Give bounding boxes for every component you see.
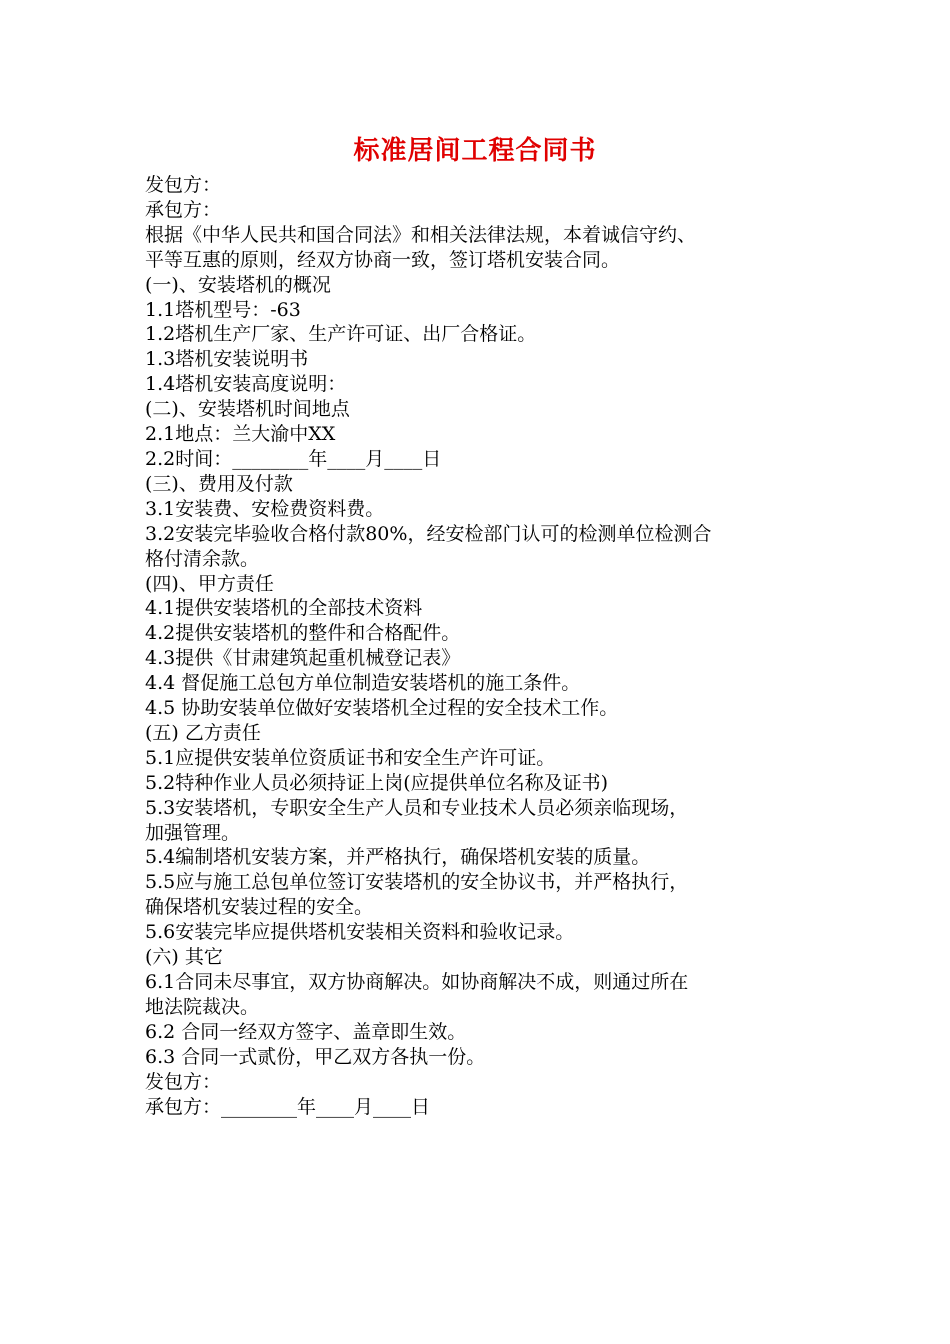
text-line: 4.3提供《甘肃建筑起重机械登记表》: [145, 647, 461, 670]
text-line: 6.2 合同一经双方签字、盖章即生效。: [145, 1020, 467, 1043]
text-line: 加强管理。: [145, 821, 241, 844]
section-heading: (六) 其它: [145, 946, 223, 969]
text-line: 6.1合同未尽事宜，双方协商解决。如协商解决不成，则通过所在: [145, 971, 689, 993]
text-line: 发包方：: [145, 174, 222, 196]
text-line: 承包方：: [145, 198, 222, 221]
text-line: 3.2安装完毕验收合格付款80%，经安检部门认可的检测单位检测合: [145, 522, 712, 545]
text-line: 2.2时间：________年____月____日: [145, 447, 442, 470]
text-line: 5.2特种作业人员必须持证上岗(应提供单位名称及证书): [145, 771, 609, 794]
text-line: 1.1塔机型号：-63: [145, 298, 301, 321]
text-line: 2.1地点：兰大渝中XX: [145, 423, 336, 446]
signature-line: 承包方：________年____月____日: [145, 1095, 431, 1118]
text-line: 3.1安装费、安检费资料费。: [145, 497, 385, 520]
text-line: 5.1应提供安装单位资质证书和安全生产许可证。: [145, 746, 556, 769]
signature-line: 发包方：: [145, 1070, 222, 1093]
text-line: 1.4塔机安装高度说明：: [145, 373, 347, 396]
text-line: 5.4编制塔机安装方案，并严格执行，确保塔机安装的质量。: [145, 846, 651, 869]
text-line: 1.3塔机安装说明书: [145, 348, 309, 371]
text-line: 5.5应与施工总包单位签订安装塔机的安全协议书，并严格执行，: [145, 871, 689, 894]
text-line: 6.3 合同一式贰份，甲乙双方各执一份。: [145, 1045, 486, 1068]
text-line: 平等互惠的原则，经双方协商一致，签订塔机安装合同。: [145, 248, 621, 271]
text-line: 5.3安装塔机，专职安全生产人员和专业技术人员必须亲临现场，: [145, 796, 689, 819]
text-line: 5.6安装完毕应提供塔机安装相关资料和验收记录。: [145, 921, 575, 944]
section-heading: (三)、费用及付款: [145, 472, 293, 495]
text-line: 格付清余款。: [145, 547, 260, 570]
text-line: 确保塔机安装过程的安全。: [145, 896, 374, 919]
document-title: 标准居间工程合同书: [353, 136, 597, 166]
text-line: 4.1提供安装塔机的全部技术资料: [145, 597, 423, 620]
section-heading: (四)、甲方责任: [145, 572, 274, 595]
section-heading: (二)、安装塔机时间地点: [145, 398, 350, 421]
document-body: [145, 173, 810, 1119]
text-line: 根据《中华人民共和国合同法》和相关法律法规，本着诚信守约、: [145, 223, 697, 246]
text-line: 1.2塔机生产厂家、生产许可证、出厂合格证。: [145, 323, 537, 346]
text-line: 4.4 督促施工总包方单位制造安装塔机的施工条件。: [145, 672, 581, 695]
section-heading: (五) 乙方责任: [145, 721, 261, 744]
text-line: 地法院裁决。: [145, 995, 260, 1018]
section-heading: (一)、安装塔机的概况: [145, 273, 331, 296]
text-line: 4.5 协助安装单位做好安装塔机全过程的安全技术工作。: [145, 697, 619, 720]
text-line: 4.2提供安装塔机的整件和合格配件。: [145, 622, 461, 645]
